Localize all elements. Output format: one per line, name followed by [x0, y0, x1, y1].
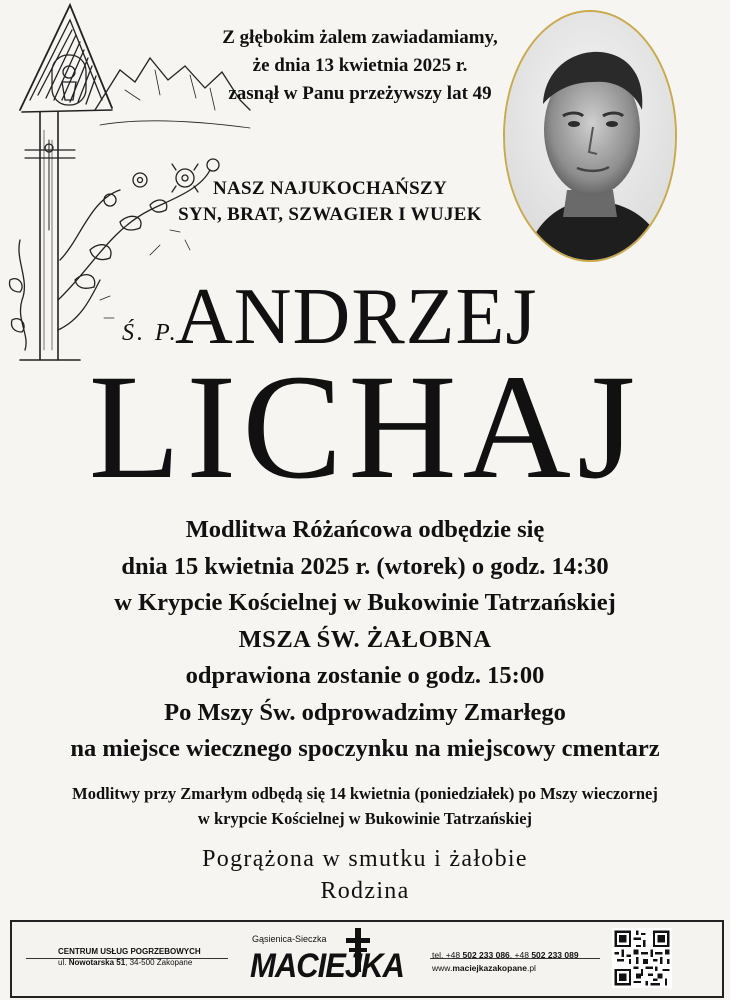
ceremony-details: [0, 512, 730, 768]
deceased-last-name: LICHAJ: [88, 344, 642, 510]
vigil-line-1: Modlitwy przy Zmarłym odbędą się 14 kwietnia (poniedziałek) po Mszy wieczornej: [72, 784, 658, 803]
phone-2[interactable]: 502 233 089: [531, 950, 579, 960]
relation-line-2: SYN, BRAT, SZWAGIER I WUJEK: [178, 204, 482, 225]
deceased-first-name: ANDRZEJ: [175, 273, 538, 361]
intro-line-3: zasnął w Panu przeżywszy lat 49: [228, 83, 492, 104]
web-domain: maciejkazakopane: [452, 963, 527, 973]
intro-line-1: Z głębokim żalem zawiadamiamy,: [222, 27, 498, 48]
brand-subtitle: Gąsienica-Sieczka: [252, 934, 327, 944]
ceremony-line-6: Po Mszy Św. odprowadzimy Zmarłego: [164, 698, 566, 726]
phone-separator: , +48: [509, 950, 529, 960]
contact-phones: [432, 949, 579, 962]
portrait-image: [505, 12, 675, 260]
web-suffix: .pl: [526, 963, 536, 973]
portrait-photo: [503, 10, 677, 262]
relation-line-1: NASZ NAJUKOCHAŃSZY: [213, 178, 447, 199]
ceremony-line-5: odprawiona zostanie o godz. 15:00: [185, 662, 545, 689]
mourners-line-1: Pogrążona w smutku i żałobie: [202, 846, 528, 872]
brand-logo: MACIEJKA: [250, 946, 404, 985]
vigil-details: [0, 781, 730, 831]
intro-line-2: że dnia 13 kwietnia 2025 r.: [252, 55, 468, 76]
announcement-intro: [215, 24, 505, 108]
address-city: , 34-500 Zakopane: [125, 958, 193, 967]
ceremony-line-1: Modlitwa Różańcowa odbędzie się: [185, 516, 545, 543]
funeral-home-footer: [10, 920, 724, 998]
ceremony-line-7: na miejsce wiecznego spoczynku na miejscowy cmentarz: [70, 735, 660, 762]
address-prefix: ul.: [58, 958, 67, 967]
contact-website[interactable]: [432, 962, 579, 975]
vigil-line-2: w krypcie Kościelnej w Bukowinie Tatrzańskiej: [197, 809, 533, 828]
relation-description: [150, 176, 510, 228]
qr-code-icon: [612, 928, 672, 988]
address-street: Nowotarska 51: [68, 958, 126, 967]
ceremony-line-2: dnia 15 kwietnia 2025 r. (wtorek) o godz. 14:30: [121, 552, 609, 580]
phone-1[interactable]: 502 233 086: [462, 950, 510, 960]
ceremony-line-3: w Krypcie Kościelnej w Bukowinie Tatrzańskiej: [114, 589, 616, 616]
deceased-prefix: Ś. P.: [122, 320, 179, 346]
contact-info: [432, 949, 579, 975]
company-address: [58, 957, 201, 968]
company-info: [58, 946, 201, 968]
mourners-line-2: Rodzina: [320, 878, 410, 904]
phone-prefix: tel. +48: [432, 950, 461, 960]
ceremony-line-4: MSZA ŚW. ŻAŁOBNA: [238, 625, 492, 653]
mourners-signature: [0, 843, 730, 907]
web-prefix: www.: [432, 963, 453, 973]
company-name: CENTRUM USŁUG POGRZEBOWYCH: [58, 947, 201, 956]
